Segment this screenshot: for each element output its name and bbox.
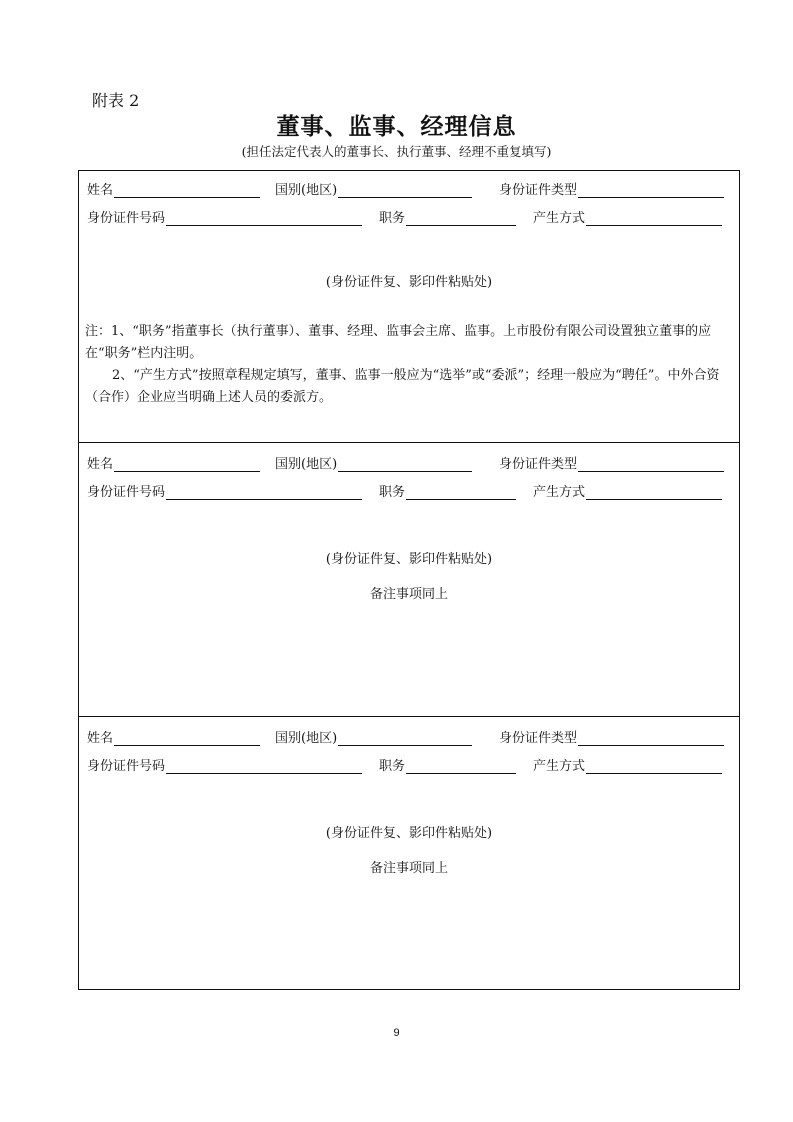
name-blank[interactable]: [114, 457, 260, 472]
remark-text: 备注事项同上: [369, 587, 448, 602]
position-blank[interactable]: [406, 211, 516, 226]
nationality-blank[interactable]: [338, 183, 472, 198]
appointment-field: [533, 207, 722, 226]
id-number-field: [87, 481, 362, 500]
id-type-field: [499, 727, 724, 746]
attachment-label: 附表 2: [92, 91, 140, 110]
appointment-blank[interactable]: [586, 485, 722, 500]
name-label: 姓名: [87, 731, 114, 746]
nationality-label: 国别(地区): [275, 731, 338, 746]
person-section-1: [79, 171, 739, 442]
id-type-label: 身份证件类型: [499, 457, 578, 472]
id-number-field: [87, 207, 362, 226]
name-label: 姓名: [87, 457, 114, 472]
position-field: [379, 755, 516, 774]
position-field: [379, 207, 516, 226]
appointment-field: [533, 755, 722, 774]
name-blank[interactable]: [114, 183, 260, 198]
notes-block: [85, 321, 731, 409]
nationality-field: [275, 179, 472, 198]
id-type-blank[interactable]: [578, 731, 724, 746]
position-label: 职务: [379, 485, 406, 500]
id-type-blank[interactable]: [578, 183, 724, 198]
position-label: 职务: [379, 759, 406, 774]
id-number-label: 身份证件号码: [87, 211, 166, 226]
id-type-blank[interactable]: [578, 457, 724, 472]
id-number-label: 身份证件号码: [87, 759, 166, 774]
person-section-3: [79, 716, 739, 990]
position-blank[interactable]: [406, 485, 516, 500]
position-field: [379, 481, 516, 500]
remark-text: 备注事项同上: [369, 861, 448, 876]
id-number-field: [87, 755, 362, 774]
page-subtitle: (担任法定代表人的董事长、执行董事、经理不重复填写): [241, 144, 552, 159]
id-number-label: 身份证件号码: [87, 485, 166, 500]
id-number-blank[interactable]: [166, 759, 362, 774]
id-paste-area: (身份证件复、影印件粘贴处): [325, 826, 493, 841]
name-field: [87, 727, 260, 746]
id-type-field: [499, 179, 724, 198]
id-type-field: [499, 453, 724, 472]
name-blank[interactable]: [114, 731, 260, 746]
appointment-blank[interactable]: [586, 759, 722, 774]
person-section-2: [79, 442, 739, 717]
name-field: [87, 453, 260, 472]
name-label: 姓名: [87, 183, 114, 198]
nationality-label: 国别(地区): [275, 183, 338, 198]
appointment-label: 产生方式: [533, 211, 586, 226]
id-number-blank[interactable]: [166, 211, 362, 226]
nationality-field: [275, 453, 472, 472]
appointment-label: 产生方式: [533, 759, 586, 774]
id-paste-area: (身份证件复、影印件粘贴处): [325, 552, 493, 567]
id-paste-area: (身份证件复、影印件粘贴处): [325, 275, 493, 290]
nationality-field: [275, 727, 472, 746]
appointment-blank[interactable]: [586, 211, 722, 226]
appointment-field: [533, 481, 722, 500]
nationality-label: 国别(地区): [275, 457, 338, 472]
position-blank[interactable]: [406, 759, 516, 774]
id-type-label: 身份证件类型: [499, 183, 578, 198]
nationality-blank[interactable]: [338, 457, 472, 472]
page-title: 董事、监事、经理信息: [276, 113, 517, 140]
id-number-blank[interactable]: [166, 485, 362, 500]
info-form: [78, 170, 740, 990]
id-type-label: 身份证件类型: [499, 731, 578, 746]
position-label: 职务: [379, 211, 406, 226]
note-2: 2、“产生方式”按照章程规定填写，董事、监事一般应为“选举”或“委派”；经理一般应为“聘任”。中外合资（合作）企业应当明确上述人员的委派方。: [85, 368, 720, 405]
note-1: 注：1、“职务”指董事长（执行董事）、董事、经理、监事会主席、监事。上市股份有限公司设置独立董事的应在“职务”栏内注明。: [85, 324, 712, 361]
nationality-blank[interactable]: [338, 731, 472, 746]
page-number: 9: [393, 1027, 400, 1039]
name-field: [87, 179, 260, 198]
appointment-label: 产生方式: [533, 485, 586, 500]
